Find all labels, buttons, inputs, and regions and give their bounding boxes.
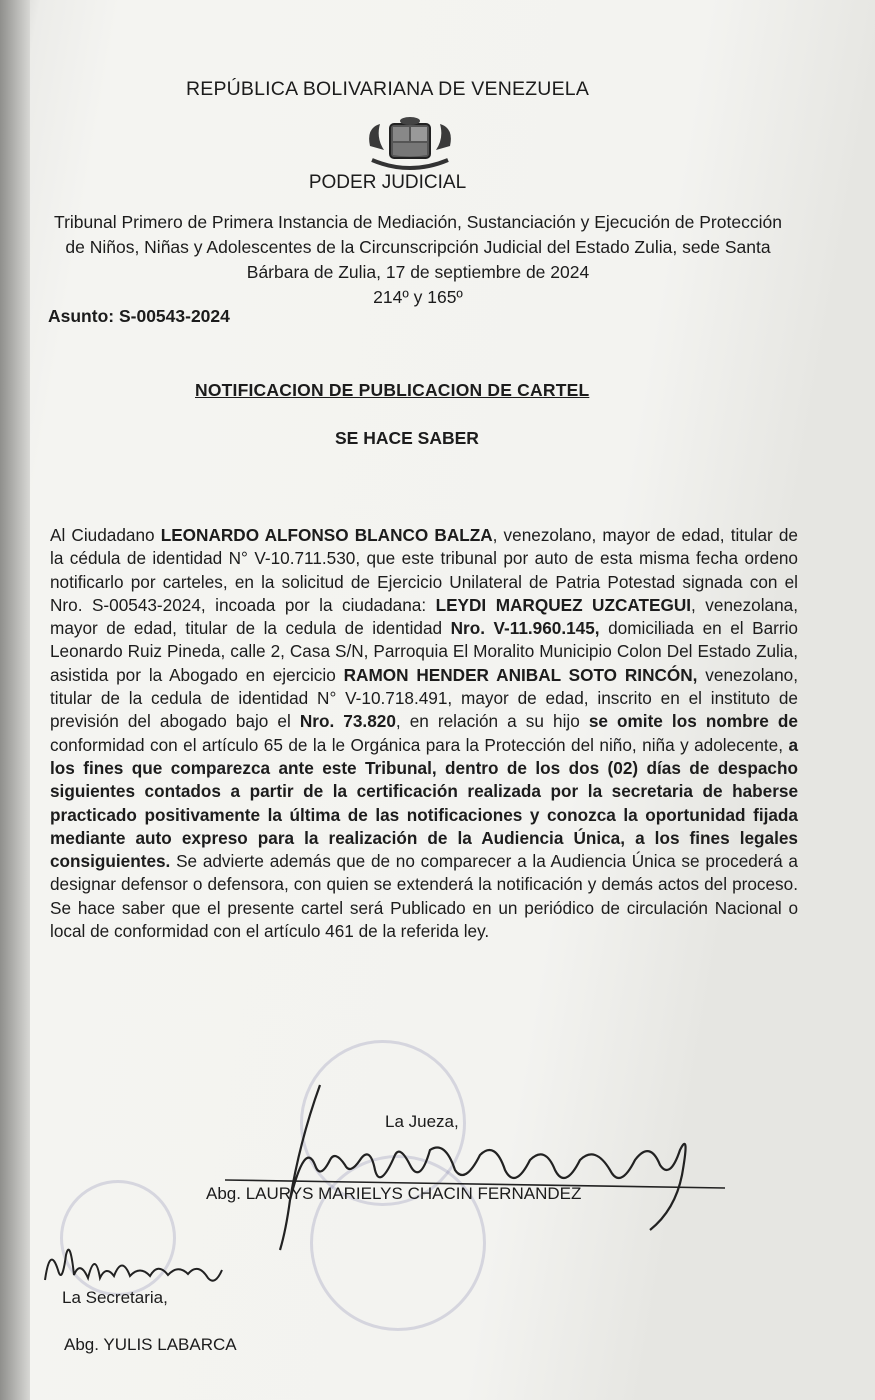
body-bold: LEYDI MARQUEZ UZCATEGUI — [435, 594, 692, 615]
body-bold: a los fines que comparezca ante este Tribunal, dentro de los dos (02) días de despacho siguientes contados a partir de la certificación realizada por la secretaria de haberse practicado positivamente la última de las notificaciones y conozca la oportunidad fijada mediante auto expreso para la realización de la Audiencia Única, a los fines legales consiguientes. — [50, 734, 798, 872]
judge-signature — [220, 1080, 740, 1260]
body-text: Se advierte además que de no comparecer a la Audiencia Única se procederá a designar defensor o defensora, con quien se extenderá la notificación y demás actos del proceso. Se hace saber que el presente cartel será Publicado en un periódico de circulación Nacional o local de conformidad con el artículo 461 de la referida ley. — [50, 851, 798, 942]
body-text: domiciliada en el Barrio Leonardo Ruiz Pineda, calle 2, Casa S/N, Parroquia El Moralito Municipio Colon Del Estado Zulia, asistida por la Abogado en ejercicio — [50, 618, 798, 685]
body-text: Al Ciudadano — [50, 525, 161, 545]
case-number: Asunto: S-00543-2024 — [48, 306, 230, 326]
body-text: venezolano, titular de la cedula de identidad N° V-10.718.491, mayor de edad, inscrito en el instituto de previsión del abogado bajo el — [50, 664, 798, 732]
coat-of-arms-icon — [362, 116, 458, 172]
body-text: , en relación a su hijo — [395, 711, 589, 732]
body-text: , venezolana, mayor de edad, titular de la cedula de identidad — [50, 594, 798, 639]
judge-title: La Jueza, — [385, 1112, 459, 1131]
body-bold: RAMON HENDER ANIBAL SOTO RINCÓN, — [343, 664, 698, 685]
years-text: 214º y 165º — [373, 287, 463, 307]
judicial-power-heading: PODER JUDICIAL — [308, 172, 467, 193]
body-bold: se omite los nombre de — [588, 711, 798, 732]
body-text: , venezolano, mayor de edad, titular de la cédula de identidad N° V-10.711.530, que este tribunal por auto de esta misma fecha ordeno notificarlo por carteles, en la solicitud de Ejercicio Unilateral de Patria Potestad signada con el Nro. S-00543-2024, incoada por la ciudadana: — [50, 525, 798, 615]
body-bold: Nro. V-11.960.145, — [450, 618, 600, 639]
secretary-title: La Secretaria, — [62, 1288, 168, 1307]
page-edge-shadow — [0, 0, 30, 1400]
body-text: conformidad con el artículo 65 de la le Orgánica para la Protección del niño, niña y adolecente, — [50, 734, 789, 755]
body-bold: Nro. 73.820 — [299, 711, 396, 732]
document-subtitle: SE HACE SABER — [335, 428, 479, 448]
secretary-name: Abg. YULIS LABARCA — [64, 1335, 237, 1354]
tribunal-text: Tribunal Primero de Primera Instancia de Mediación, Sustanciación y Ejecución de Protección de Niños, Niñas y Adolescentes de la Circunscripción Judicial del Estado Zulia, sede Santa Bárbara de Zulia, 17 de septiembre de 2024 — [54, 212, 782, 282]
body-bold: LEONARDO ALFONSO BLANCO BALZA — [160, 525, 493, 545]
notification-body — [50, 524, 798, 943]
tribunal-description — [48, 210, 788, 310]
country-heading: REPÚBLICA BOLIVARIANA DE VENEZUELA — [185, 78, 590, 100]
judge-name: Abg. LAURYS MARIELYS CHACIN FERNANDEZ — [206, 1184, 582, 1203]
document-title: NOTIFICACION DE PUBLICACION DE CARTEL — [195, 380, 590, 400]
